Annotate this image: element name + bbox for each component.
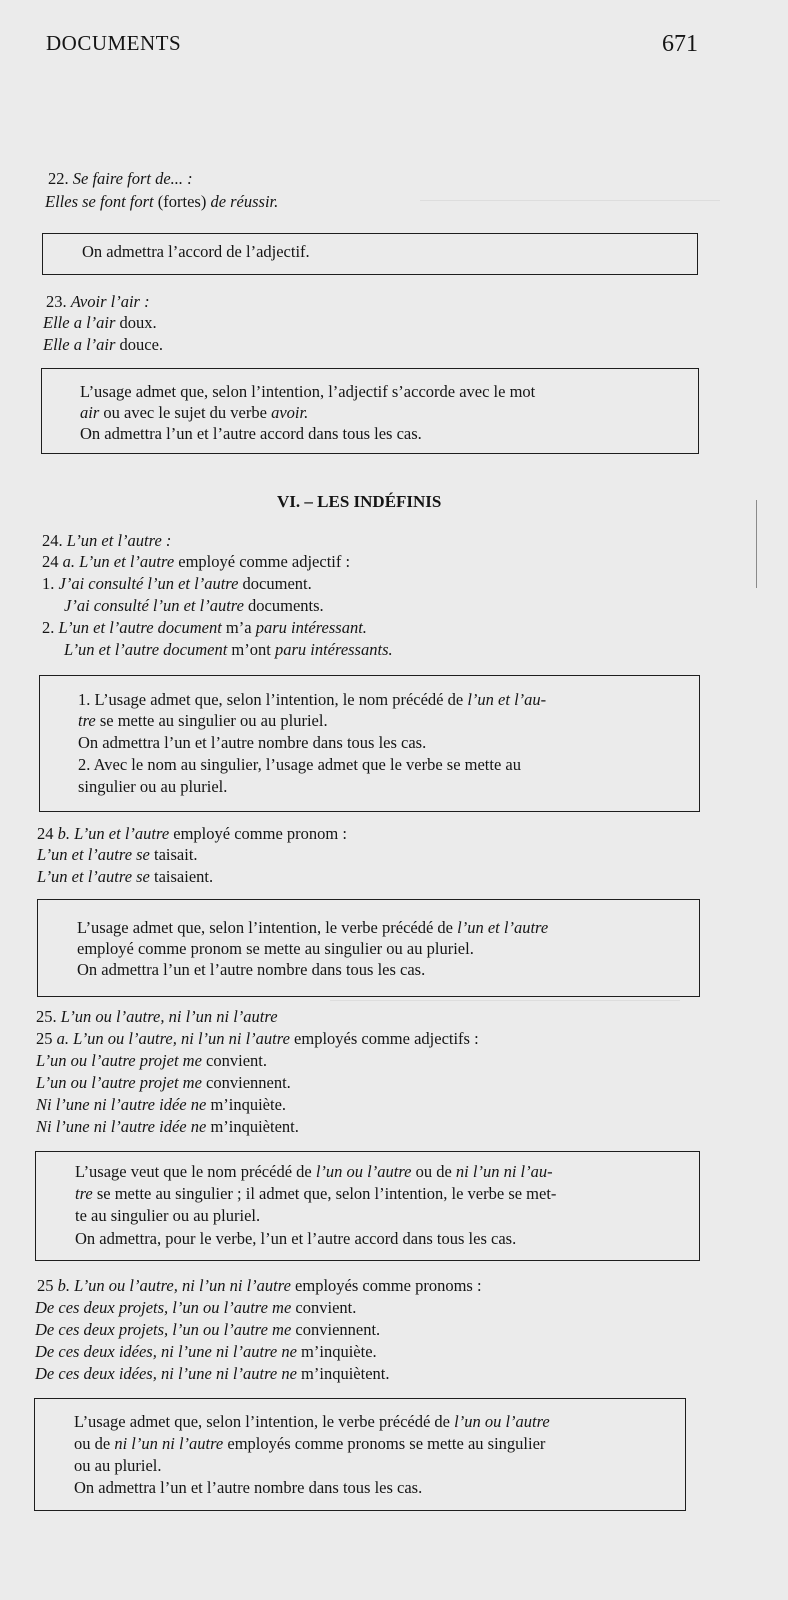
rule-box-23-line-3: On admettra l’un et l’autre accord dans tous les cas. xyxy=(80,424,422,443)
item-25b-example-3: De ces deux idées, ni l’une ni l’autre ne m’inquiète. xyxy=(35,1342,377,1361)
rule-box-25b-line-2: ou de ni l’un ni l’autre employés comme pronoms se mette au singulier xyxy=(74,1434,546,1453)
item-25b-heading: 25 b. L’un ou l’autre, ni l’un ni l’autre employés comme pronoms : xyxy=(37,1276,482,1295)
rule-box-24b-line-3: On admettra l’un et l’autre nombre dans tous les cas. xyxy=(77,960,426,979)
rule-box-24a-line-2: tre se mette au singulier ou au pluriel. xyxy=(78,711,328,730)
item-23-example-2: Elle a l’air douce. xyxy=(43,335,164,354)
rule-box-24a-line-1: 1. L’usage admet que, selon l’intention, le nom précédé de l’un et l’au- xyxy=(78,690,547,709)
rule-box-25b-line-4: On admettra l’un et l’autre nombre dans tous les cas. xyxy=(74,1478,423,1497)
rule-box-24b-line-1: L’usage admet que, selon l’intention, le verbe précédé de l’un et l’autre xyxy=(77,918,549,937)
item-25a-example-1: L’un ou l’autre projet me convient. xyxy=(36,1051,267,1070)
rule-box-24a-line-4: 2. Avec le nom au singulier, l’usage admet que le verbe se mette au xyxy=(78,755,522,774)
rule-box-25a-line-2: tre se mette au singulier ; il admet que, selon l’intention, le verbe se met- xyxy=(75,1184,557,1203)
item-25b-example-4: De ces deux idées, ni l’une ni l’autre ne m’inquiètent. xyxy=(35,1364,390,1383)
item-24a-example-2b: L’un et l’autre document m’ont paru intéressants. xyxy=(64,640,393,659)
rule-box-24a-line-3: On admettra l’un et l’autre nombre dans tous les cas. xyxy=(78,733,427,752)
item-25a-example-3: Ni l’une ni l’autre idée ne m’inquiète. xyxy=(36,1095,287,1114)
item-24-title: 24. L’un et l’autre : xyxy=(42,531,172,550)
item-23-example-1: Elle a l’air doux. xyxy=(43,313,157,332)
item-24a-example-1a: 1. J’ai consulté l’un et l’autre document. xyxy=(42,574,312,593)
item-25a-heading: 25 a. L’un ou l’autre, ni l’un ni l’autre employés comme adjectifs : xyxy=(36,1029,479,1048)
item-24a-example-1b: J’ai consulté l’un et l’autre documents. xyxy=(64,596,324,615)
item-25b-example-2: De ces deux projets, l’un ou l’autre me conviennent. xyxy=(35,1320,381,1339)
rule-box-25b-line-1: L’usage admet que, selon l’intention, le verbe précédé de l’un ou l’autre xyxy=(74,1412,550,1431)
item-24a-heading: 24 a. L’un et l’autre employé comme adjectif : xyxy=(42,552,351,571)
item-25-title: 25. L’un ou l’autre, ni l’un ni l’autre xyxy=(36,1007,278,1026)
section-heading: VI. – LES INDÉFINIS xyxy=(277,492,442,511)
item-24b-heading: 24 b. L’un et l’autre employé comme pronom : xyxy=(37,824,347,843)
item-24b-example-2: L’un et l’autre se taisaient. xyxy=(37,867,214,886)
show-through-bleed xyxy=(330,1000,680,1001)
item-25a-example-4: Ni l’une ni l’autre idée ne m’inquiètent. xyxy=(36,1117,299,1136)
rule-box-24b-line-2: employé comme pronom se mette au singulier ou au pluriel. xyxy=(77,939,474,958)
rule-box-23-line-2: air ou avec le sujet du verbe avoir. xyxy=(80,403,309,422)
show-through-bleed xyxy=(420,200,720,201)
page-number: 671 xyxy=(662,31,698,57)
item-23-title: 23. Avoir l’air : xyxy=(46,292,150,311)
item-22-title: 22. Se faire fort de... : xyxy=(48,169,193,188)
running-header-title: DOCUMENTS xyxy=(46,31,182,55)
rule-box-25b-line-3: ou au pluriel. xyxy=(74,1456,162,1475)
rule-box-25a-line-4: On admettra, pour le verbe, l’un et l’autre accord dans tous les cas. xyxy=(75,1229,517,1248)
rule-box-22-text: On admettra l’accord de l’adjectif. xyxy=(82,242,310,261)
item-22-example: Elles se font fort (fortes) de réussir. xyxy=(45,192,279,211)
rule-box-25a-line-1: L’usage veut que le nom précédé de l’un ou l’autre ou de ni l’un ni l’au- xyxy=(75,1162,553,1181)
item-24b-example-1: L’un et l’autre se taisait. xyxy=(37,845,198,864)
rule-box-24a-line-5: singulier ou au pluriel. xyxy=(78,777,228,796)
item-24a-example-2a: 2. L’un et l’autre document m’a paru intéressant. xyxy=(42,618,367,637)
item-25a-example-2: L’un ou l’autre projet me conviennent. xyxy=(36,1073,291,1092)
item-25b-example-1: De ces deux projets, l’un ou l’autre me convient. xyxy=(35,1298,357,1317)
rule-box-23-line-1: L’usage admet que, selon l’intention, l’adjectif s’accorde avec le mot xyxy=(80,382,536,401)
rule-box-25a-line-3: te au singulier ou au pluriel. xyxy=(75,1206,261,1225)
margin-mark xyxy=(756,500,757,588)
